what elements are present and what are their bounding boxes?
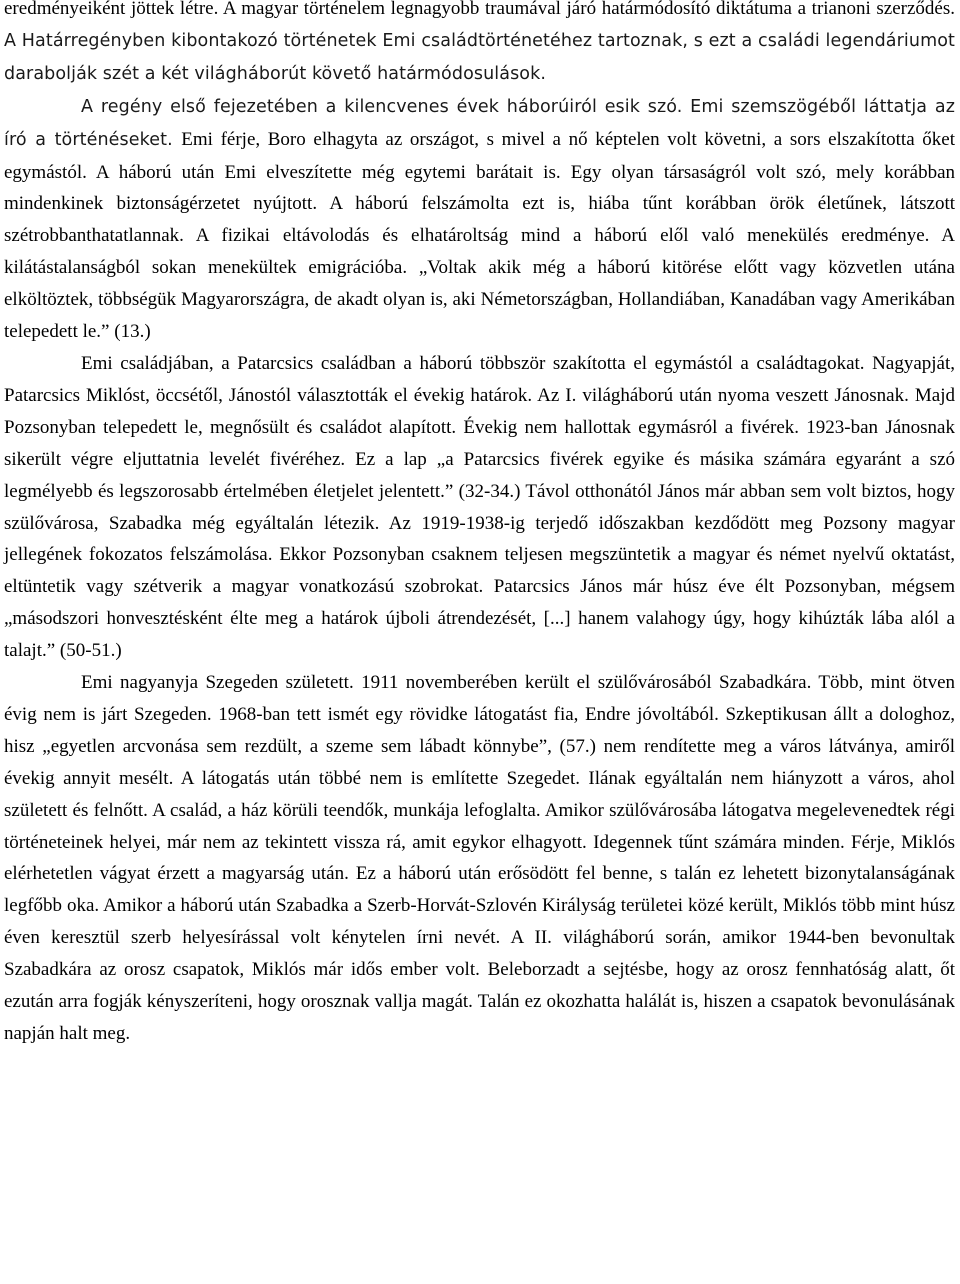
text-segment: Emi férje, Boro elhagyta az országot, s mivel a nő képtelen volt követni, a sors elszakította őket egymástól. A háború után Emi elveszítette még egytemi barátait is. Egy olyan társaságról volt szó, mely korábban mindenkinek biztonságérzetet nyújtott. A háború felszámolta ezt is, hiába tűnt korábban örök életűnek, látszott szétrobbanthatatlannak. A fizikai eltávolodás és elhatároltság mind a háború elől való menekülés eredménye. A kilátástalanságból sokan menekültek emigrációba. „Voltak akik még a háború kitörése előtt vagy közvetlen utána elköltöztek, többségük Magyarországra, de akadt olyan is, aki Németországban, Hollandiában, Kanadában vagy Amerikában telepedett le.” (13.) bbox=[4, 128, 955, 343]
text-segment: A Határregényben kibontakozó történetek Emi családtörténetéhez tartoznak, s ezt a családi legendáriumot darabolják szét a két világháborút követő határmódosulások. bbox=[4, 30, 955, 84]
paragraph-continuation bbox=[4, 0, 955, 91]
paragraph bbox=[4, 91, 955, 348]
text-segment: eredményeiként jöttek létre. A magyar történelem legnagyobb traumával járó határmódosító diktátuma a trianoni szerződés. bbox=[4, 0, 955, 19]
paragraph bbox=[4, 667, 955, 1050]
text-segment: Emi családjában, a Patarcsics családban a háború többször szakította el egymástól a családtagokat. Nagyapját, Patarcsics Miklóst, öccsétől, Jánostól választották el évekig határok. Az I. világháború után nyoma veszett Jánosnak. Majd Pozsonyban telepedett le, megnősült és családot alapított. Évekig nem hallottak egymásról a fivérek. 1923-ban Jánosnak sikerült végre eljuttatnia levelét fivéréhez. Ez a lap „a Patarcsics fivérek egyike és másika számára egyaránt a szó legmélyebb és legszorosabb értelmében életjelet jelentett.” (32-34.) Távol otthonától János már abban sem volt biztos, hogy szülővárosa, Szabadka még egyáltalán létezik. Az 1919-1938-ig terjedő időszakban kezdődött meg Pozsony magyar jellegének fokozatos felszámolása. Ekkor Pozsonyban csaknem teljesen megszüntetik a magyar és német nyelvű oktatást, eltüntetik vagy szétverik a magyar vonatkozású szobrokat. Patarcsics János már húsz éve élt Pozsonyban, mégsem „másodszori honvesztésként élte meg a határok újboli átrendezését, [...] hanem valahogy úgy, hogy kihúzták lába alól a talajt.” (50-51.) bbox=[4, 352, 955, 662]
paragraph bbox=[4, 348, 955, 667]
text-segment: Emi nagyanyja Szegeden született. 1911 novemberében került el szülővárosából Szabadkára. Több, mint ötven évig nem is járt Szegeden. 1968-ban tett ismét egy rövidke látogatást fia, Endre jóvoltából. Szkeptikusan állt a dologhoz, hisz „egyetlen arcvonása sem rezdült, a szeme sem lábadt könnybe”, (57.) nem rendítette meg a város látványa, amiről évekig annyit mesélt. A látogatás után többé nem is említette Szegedet. Ilának egyáltalán nem hiányzott a város, ahol született és felnőtt. A család, a ház körüli teendők, munkája lefoglalta. Amikor szülővárosába látogatva megelevenedtek régi történeteinek helyei, már nem az tekintett vissza rá, amit egykor elhagyott. Idegennek tűnt számára minden. Férje, Miklós elérhetetlen vágyat érzett a magyarság után. Ez a háború után erősödött fel benne, s talán ez lehetett bizonytalanságának legfőbb oka. Amikor a háború után Szabadka a Szerb-Horvát-Szlovén Királyság területei közé került, Miklós több mint húsz éven keresztül szerb helyesírással volt kénytelen írni nevét. A II. világháború során, amikor 1944-ben bevonultak Szabadkára az orosz csapatok, Miklós már idős ember volt. Beleborzadt a sejtésbe, hogy az orosz fennhatóság alatt, őt ezután arra fogják kényszeríteni, hogy orosznak vallja magát. Talán ez okozhatta halálát is, hiszen a csapatok bevonulásának napján halt meg. bbox=[4, 672, 955, 1044]
text-segment: A regény első fejezetében a kilencvenes évek háborúiról esik szó. Emi szemszögéből láttatja az író a történéseket. bbox=[4, 96, 955, 150]
